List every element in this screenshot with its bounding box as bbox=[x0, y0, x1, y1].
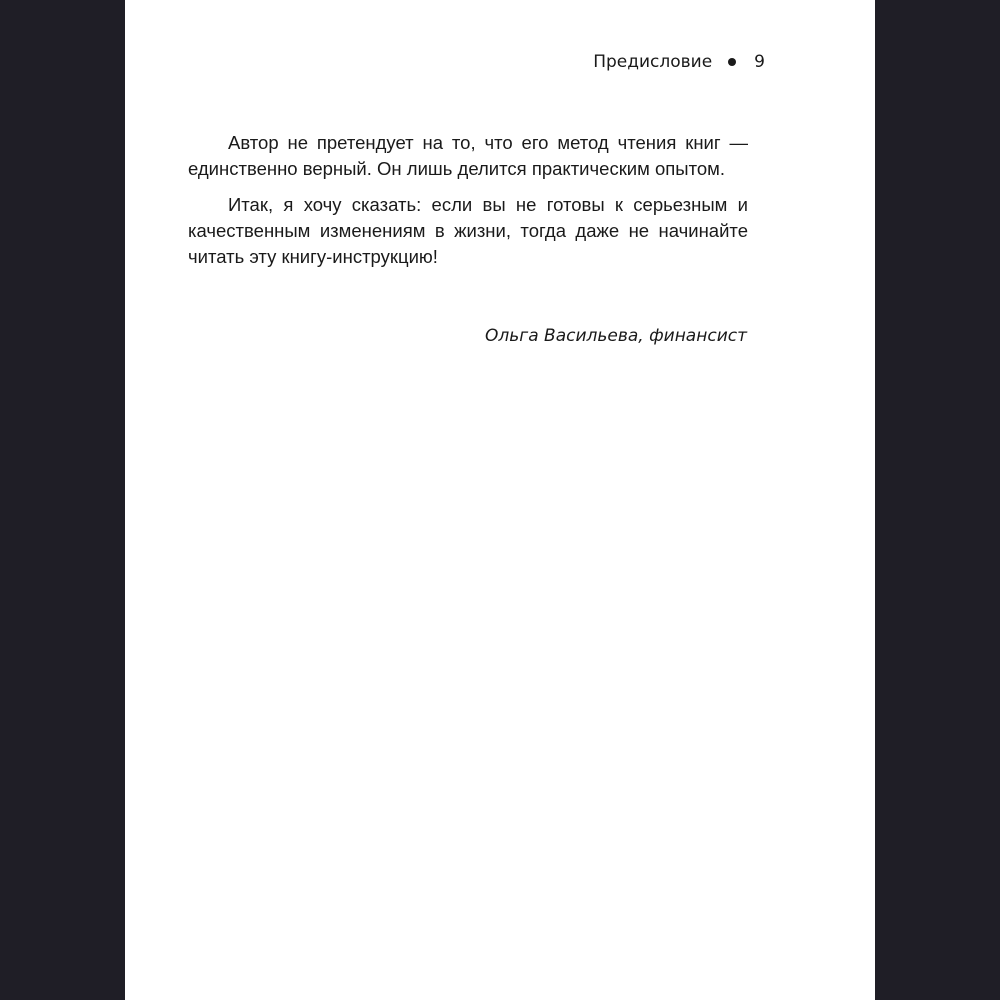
page-number: 9 bbox=[754, 52, 765, 72]
paragraph: Итак, я хочу сказать: если вы не готовы к серьезным и качественным изменениям в жизни, тогда даже не начинайте читать эту книгу-инструкцию! bbox=[188, 194, 748, 267]
body-text bbox=[188, 130, 748, 280]
bullet-separator bbox=[728, 58, 736, 66]
paragraph: Автор не претендует на то, что его метод чтения книг — единственно верный. Он лишь делится практическим опытом. bbox=[188, 132, 748, 179]
running-header bbox=[593, 52, 765, 72]
book-page bbox=[125, 0, 875, 1000]
author-signature: Ольга Васильева, финансист bbox=[485, 326, 747, 346]
section-title: Предисловие bbox=[593, 52, 713, 72]
